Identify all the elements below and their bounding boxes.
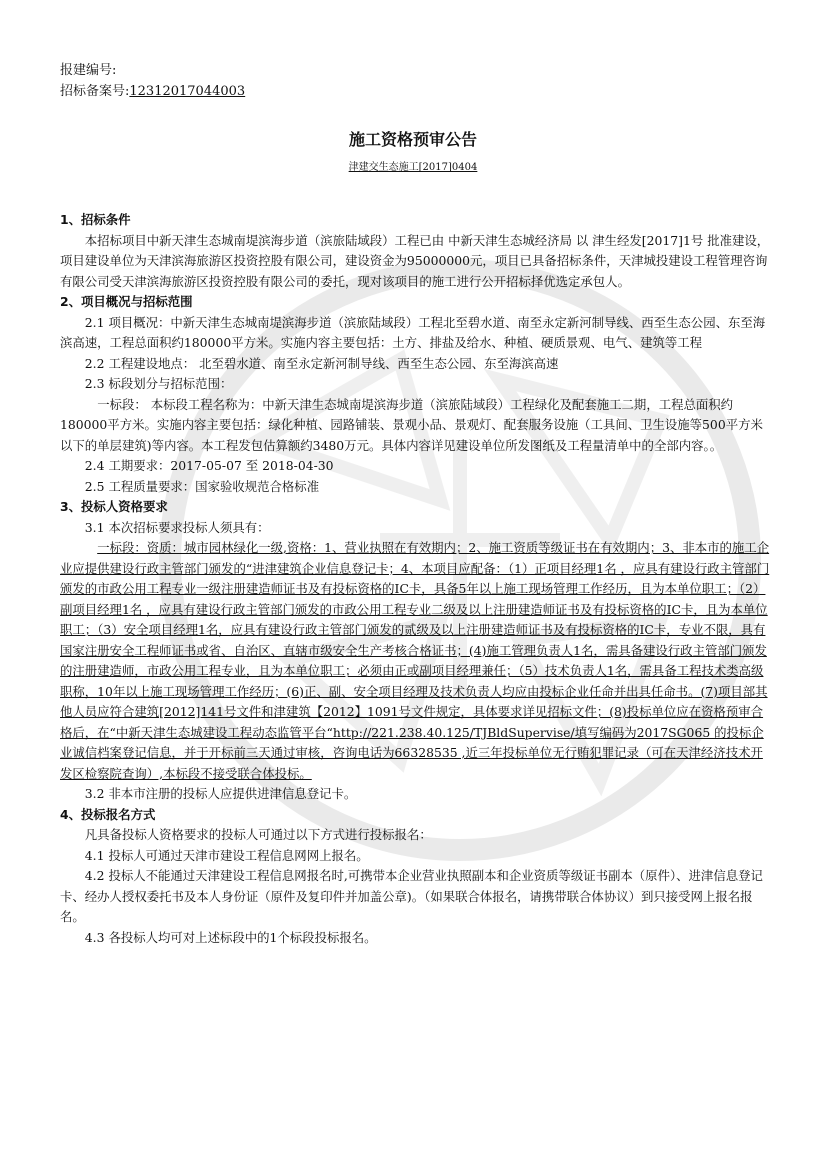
section-2-3: 2.3 标段划分与招标范围： [84,376,233,391]
section-3-1: 3.1 本次招标要求投标人须具有： [84,519,270,535]
section-1-heading: 1、招标条件 [60,212,131,227]
section-1-paragraph: 本招标项目中新天津生态城南堤滨海步道（滨旅陆域段）工程已由 中新天津生态城经济局 以 津生经发[2017]1号 批准建设，项目建设单位为天津滨海旅游区投资控股有限公司，建设资金为95000000元，项目已具备招标条件，天津城投建设工程管理咨询有限公司受天津滨海旅游区投资控股有限公司的委托，现对该项目的施工进行公开招标择优选定承包人。 [60,232,770,289]
page-title: 施工资格预审公告 [348,130,477,149]
section-2-4: 2.4 工期要求：2017-05-07 至 2018-04-30 [84,458,334,473]
section-2-heading: 2、项目概况与招标范围 [60,294,193,309]
record-number-value: 12312017044003 [129,84,246,99]
section-4-3: 4.3 各投标人均可对上述标段中的1个标段投标报名。 [84,929,377,945]
header-block [60,60,245,102]
doc-number [0,158,826,173]
section-4-2: 4.2 投标人不能通过天津建设工程信息网报名时,可携带本企业营业执照副本和企业资质等级证书副本（原件）、进津信息登记卡、经办人授权委托书及本人身份证（原件及复印件并加盖公章)。（如果联合体报名，请携带联合体协议）到只接受网上报名报名。 [60,868,763,924]
section-4-intro: 凡具备投标人资格要求的投标人可通过以下方式进行投标报名： [84,827,432,842]
section-4-1: 4.1 投标人可通过天津市建设工程信息网网上报名。 [84,847,369,863]
section-3-heading: 3、投标人资格要求 [60,499,168,514]
section-2-2: 2.2 工程建设地点： 北至碧水道、南至永定新河制导线、西至生态公园、东至海滨高速 [84,355,559,371]
section-2-3-lot: 一标段： 本标段工程名称为：中新天津生态城南堤滨海步道（滨旅陆域段）工程绿化及配套施工二期，工程总面积约180000平方米。实施内容主要包括：绿化种植、园路铺装、景观小品、景观灯、配套服务设施（工具间、卫生设施等500平方米以下的单层建筑)等内容。本工程发包估算额约3480万元。具体内容详见建设单位所发图纸及工程量清单中的全部内容。。 [60,396,763,453]
report-number: 报建编号: [60,63,117,78]
section-2-5: 2.5 工程质量要求：国家验收规范合格标准 [84,478,320,494]
doc-number-text: 津建交生态施工[2017]0404 [348,162,478,173]
section-2-1: 2.1 项目概况：中新天津生态城南堤滨海步道（滨旅陆域段）工程北至碧水道、南至永定新河制导线、西至生态公园、东至海滨高速，工程总面积约180000平方米。实施内容主要包括：土方、排盐及给水、种植、硬质景观、电气、建筑等工程 [60,314,766,350]
notice-body [60,210,770,948]
section-3-1-lot: 一标段：资质：城市园林绿化一级,资格：1、营业执照在有效期内；2、施工资质等级证书在有效期内；3、非本市的施工企业应提供建设行政主管部门颁发的“进津建筑企业信息登记卡；4、本项目应配备：（1）正项目经理1名 ，应具有建设行政主管部门颁发的市政公用工程专业一级注册建造师证书及有投标资格的IC卡，具备5年以上施工现场管理工作经历，且为本单位职工；（2）副项目经理1名 ，应具有建设行政主管部门颁发的市政公用工程专业二级及以上注册建造师证书及有投标资格的IC卡，且为本单位职工；（3）安全项目经理1名，应具有建设行政主管部门颁发的贰级及以上注册建造师证书及有投标资格的IC卡，专业不限，具有国家注册安全工程师证书或省、自治区、直辖市级安全生产考核合格证书；(4)施工管理负责人1名，需具备建设行政主管部门颁发的注册建造师，市政公用工程专业，且为本单位职工；必须由正或副项目经理兼任；（5）技术负责人1名，需具备工程技术类高级职称，10年以上施工现场管理工作经历；(6)正、副、安全项目经理及技术负责人均应由投标企业任命并出具任命书。(7)项目部其他人员应符合建筑[2012]141号文件和津建筑【2012】1091号文件规定，具体要求详见招标文件；(8)投标单位应在资格预审合格后，在“中新天津生态城建设工程动态监管平台“http://221.238.40.125/TJBldSupervise/填写编码为2017SG065 的投标企业诚信档案登记信息，并于开标前三天通过审核，咨询电话为66328535 ,近三年投标单位无行贿犯罪记录（可在天津经济技术开发区检察院查询）,本标段不接受联合体投标。 [60,540,770,781]
record-number [60,81,245,102]
record-number-label: 招标备案号: [60,84,130,99]
section-4-heading: 4、投标报名方式 [60,806,156,822]
section-3-2: 3.2 非本市注册的投标人应提供进津信息登记卡。 [84,786,357,801]
